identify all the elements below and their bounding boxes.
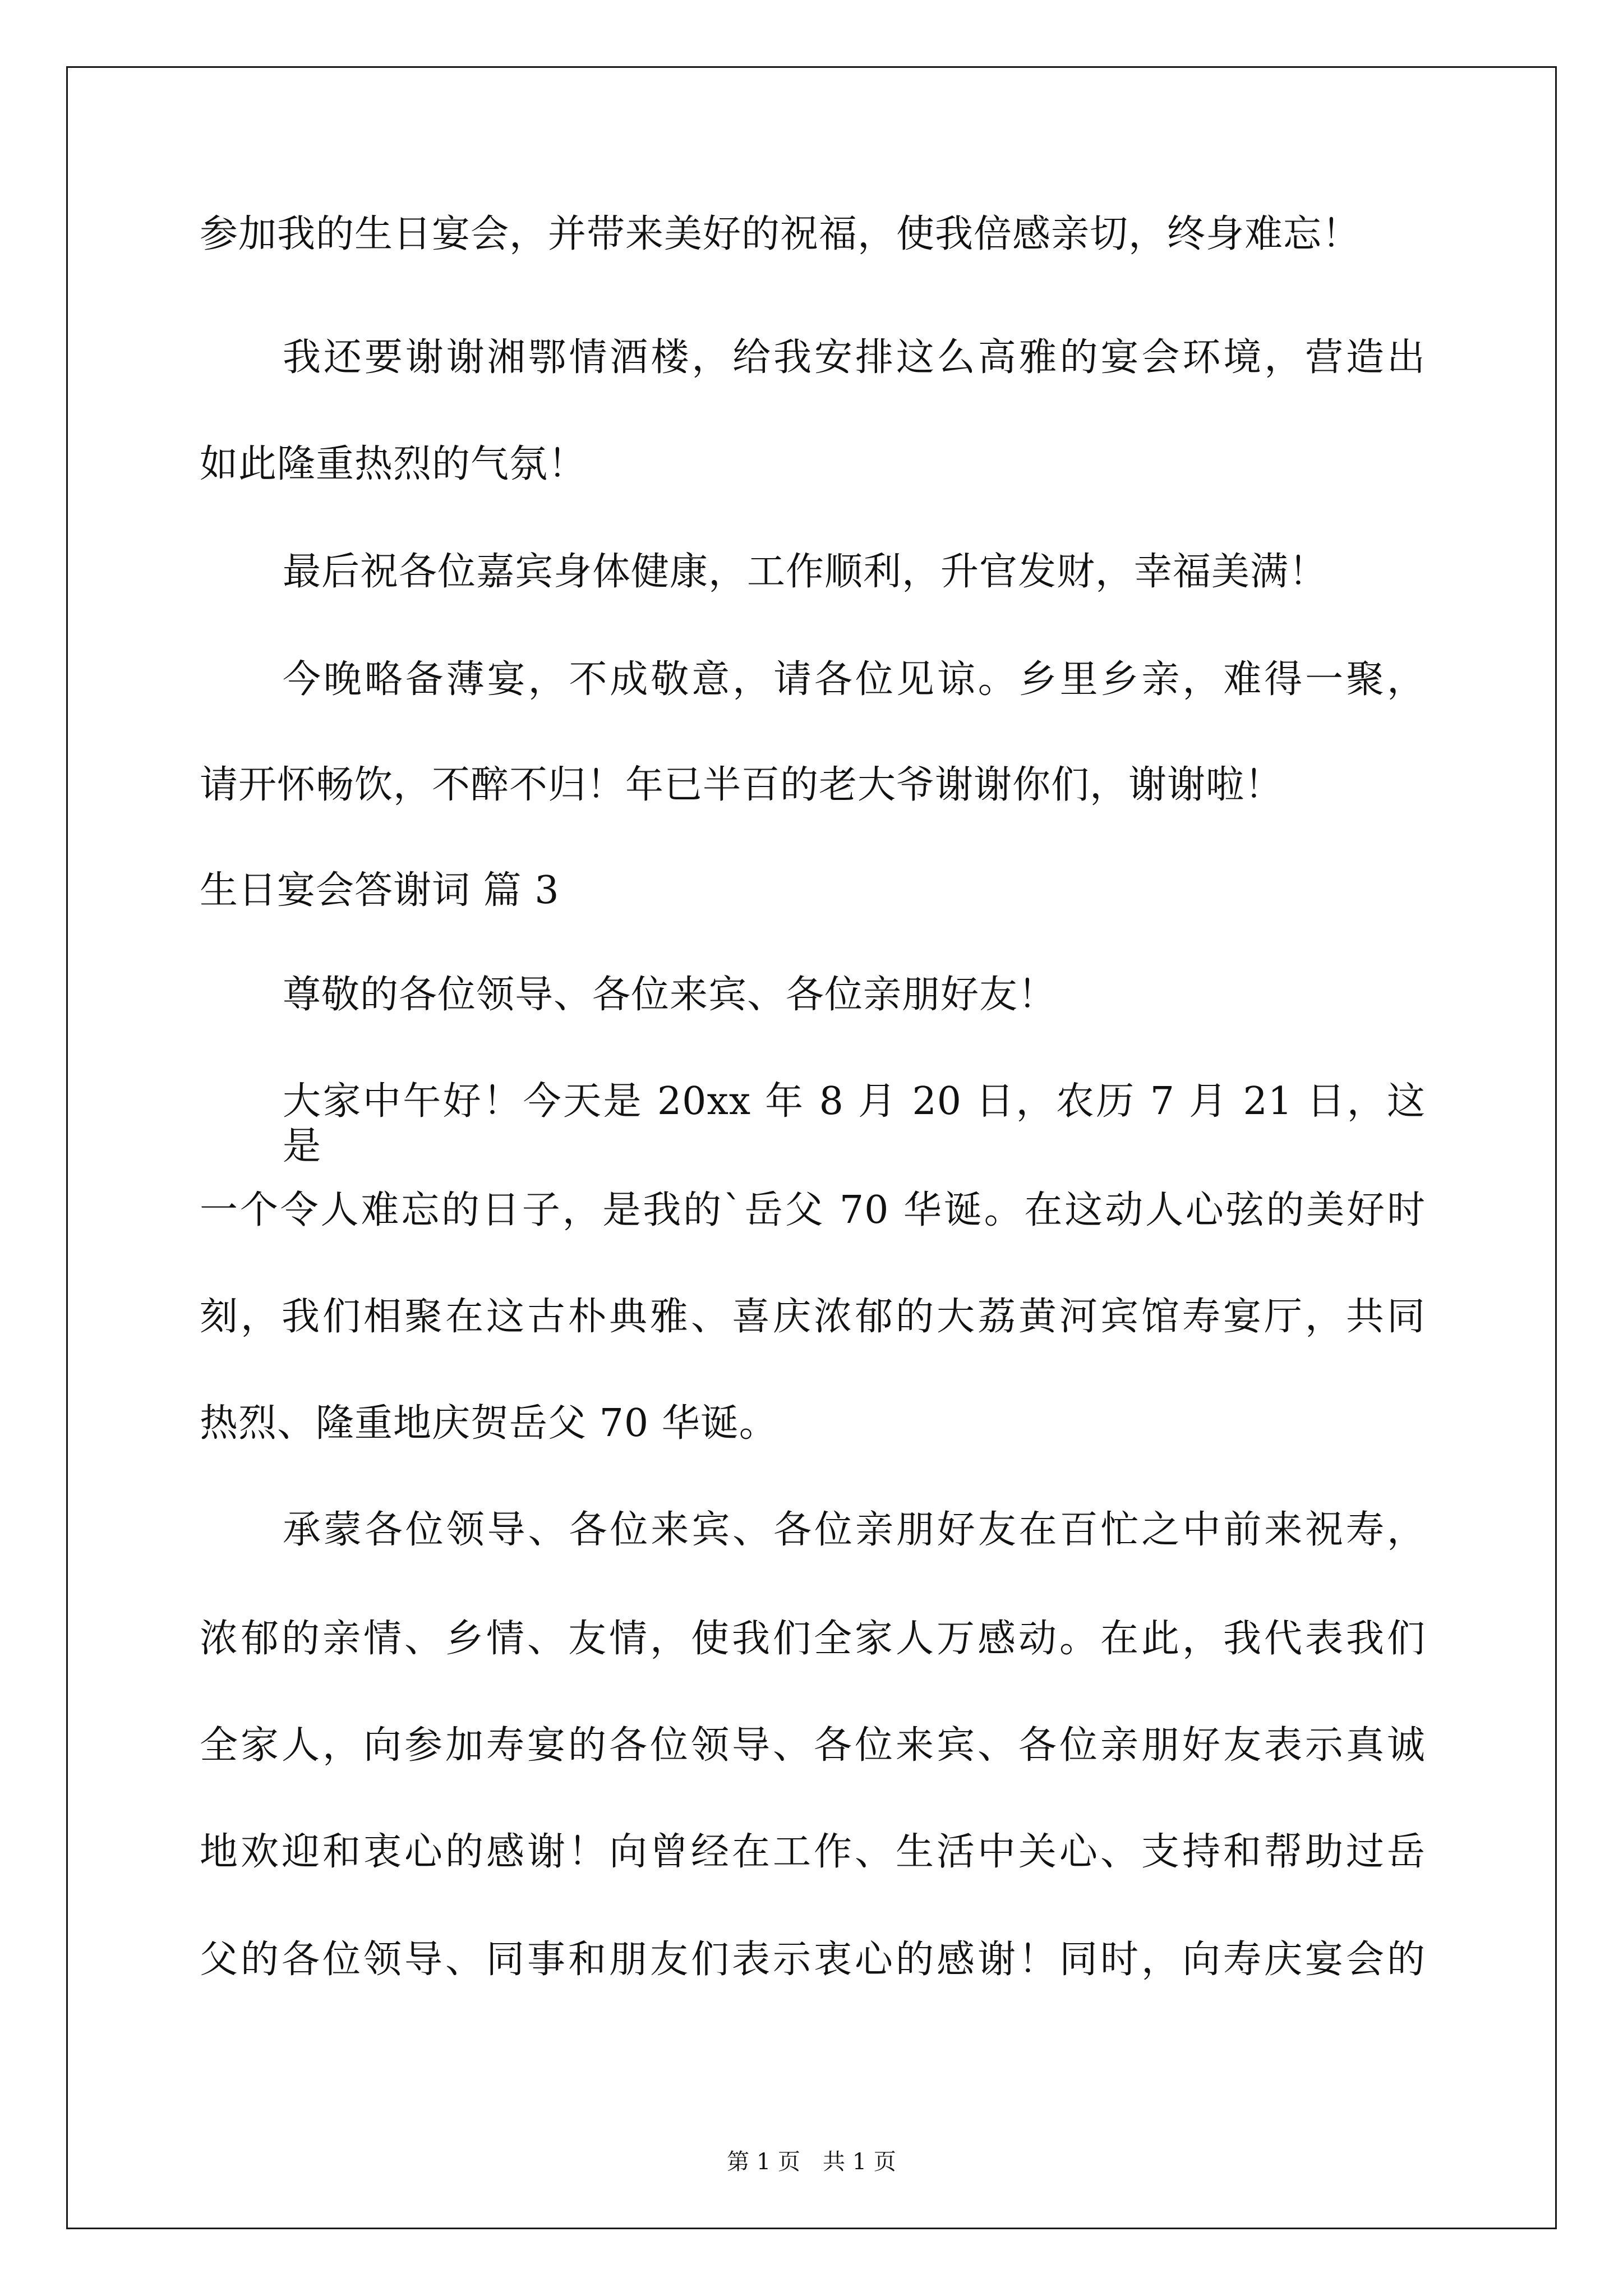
text-line: 地欢迎和衷心的感谢！向曾经在工作、生活中关心、支持和帮助过岳: [200, 1830, 1426, 1874]
text-line: 大家中午好！今天是 20xx 年 8 月 20 日，农历 7 月 21 日，这是: [283, 1079, 1426, 1168]
text-line: 全家人，向参加寿宴的各位领导、各位来宾、各位亲朋好友表示真诚: [200, 1723, 1426, 1768]
page-footer: 第 1 页 共 1 页: [727, 2149, 896, 2175]
text-line: 刻，我们相聚在这古朴典雅、喜庆浓郁的大荔黄河宾馆寿宴厅，共同: [200, 1295, 1426, 1339]
text-line: 浓郁的亲情、乡情、友情，使我们全家人万感动。在此，我代表我们: [200, 1617, 1426, 1661]
text-line: 最后祝各位嘉宾身体健康，工作顺利，升官发财，幸福美满！: [283, 550, 1328, 594]
text-line: 今晚略备薄宴，不成敬意，请各位见谅。乡里乡亲，难得一聚，: [283, 657, 1426, 702]
text-line: 如此隆重热烈的气氛！: [200, 442, 587, 486]
text-line: 一个令人难忘的日子，是我的`岳父 70 华诞。在这动人心弦的美好时: [200, 1188, 1426, 1232]
text-line: 我还要谢谢湘鄂情酒楼，给我安排这么高雅的宴会环境，营造出: [283, 335, 1426, 380]
text-line: 承蒙各位领导、各位来宾、各位亲朋好友在百忙之中前来祝寿，: [283, 1508, 1426, 1552]
section-heading: 生日宴会答谢词 篇 3: [200, 868, 560, 913]
text-line: 热烈、隆重地庆贺岳父 70 华诞。: [200, 1401, 778, 1446]
text-line: 尊敬的各位领导、各位来宾、各位亲朋好友！: [283, 973, 1057, 1017]
text-line: 请开怀畅饮，不醉不归！年已半百的老大爷谢谢你们，谢谢啦！: [200, 763, 1284, 807]
text-line: 父的各位领导、同事和朋友们表示衷心的感谢！同时，向寿庆宴会的: [200, 1938, 1426, 1982]
text-line: 参加我的生日宴会，并带来美好的祝福，使我倍感亲切，终身难忘！: [200, 212, 1361, 256]
